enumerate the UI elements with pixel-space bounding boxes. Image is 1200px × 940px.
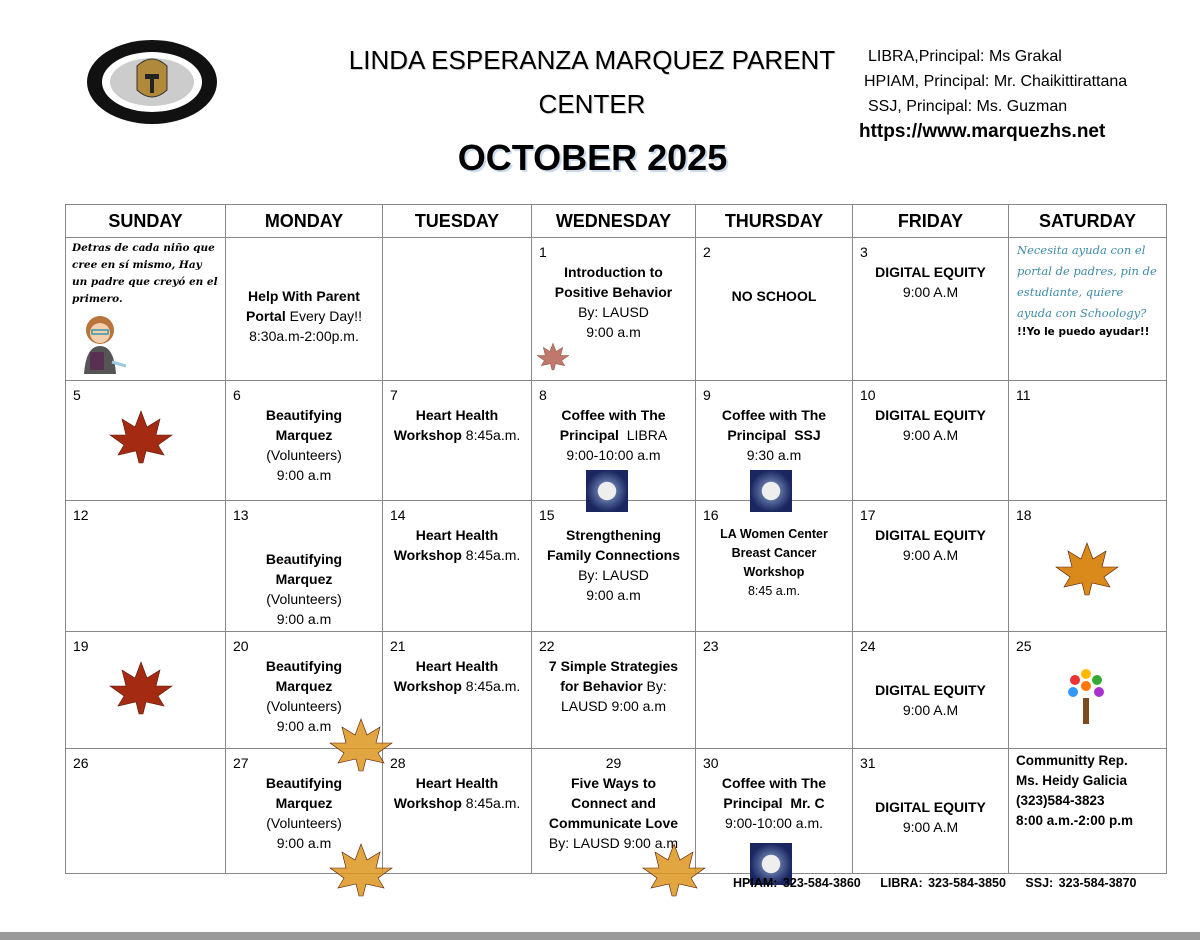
event-line <box>536 676 691 696</box>
day-number: 1 <box>539 244 547 260</box>
event-text-segment: 9:00 A.M <box>902 284 959 300</box>
event-text-segment: Workshop <box>743 565 805 579</box>
event-line <box>230 656 378 676</box>
event-text <box>696 749 852 833</box>
event-line <box>536 525 691 545</box>
event-text <box>383 238 531 262</box>
event-text-segment: Marquez <box>275 571 333 587</box>
day-cell[interactable] <box>853 632 1009 749</box>
event-text-segment: 8:45a.m. <box>461 427 521 443</box>
event-text-segment: Detras de cada niño que cree en sí mismo, Hay un padre que creyó en el primero. <box>72 242 222 305</box>
event-text <box>696 501 852 601</box>
event-text-segment: 8:45a.m. <box>461 547 521 563</box>
event-line <box>700 773 848 793</box>
event-text-segment: (Volunteers) <box>266 815 342 831</box>
day-cell[interactable] <box>66 632 226 749</box>
event-line <box>72 240 222 308</box>
event-text-segment: 9:00-10:00 a.m <box>566 447 661 463</box>
event-text-segment: Every Day!! <box>285 308 362 324</box>
event-text-segment: Beautifying <box>265 658 343 674</box>
event-text-segment: 8:00 a.m.-2:00 p.m <box>1016 813 1134 828</box>
event-text-segment: Coffee with The <box>561 407 666 423</box>
event-text-segment: Ms. Heidy Galicia <box>1016 773 1128 788</box>
event-text-segment: (323)584-3823 <box>1016 793 1105 808</box>
event-line <box>230 569 378 589</box>
event-line <box>857 545 1004 565</box>
event-text-segment: 9:00 A.M <box>902 702 959 718</box>
day-cell[interactable] <box>532 749 696 874</box>
weekday-saturday: SATURDAY <box>1009 205 1167 238</box>
event-line <box>857 797 1004 817</box>
event-line <box>1017 240 1161 324</box>
page-title <box>312 38 872 126</box>
event-text-segment: Workshop <box>393 547 462 563</box>
event-text-segment: Workshop <box>393 795 462 811</box>
event-line <box>857 700 1004 720</box>
event-text-segment: Coffee with The <box>721 775 827 791</box>
weekday-thursday: THURSDAY <box>696 205 853 238</box>
weekday-monday: MONDAY <box>226 205 383 238</box>
day-cell[interactable] <box>853 749 1009 874</box>
event-text <box>532 238 695 342</box>
day-cell[interactable] <box>853 381 1009 501</box>
month-title: OCTOBER 2025 <box>457 137 728 178</box>
day-cell[interactable] <box>532 632 696 749</box>
event-line <box>536 696 691 716</box>
event-text <box>1009 381 1166 405</box>
event-line <box>230 813 378 833</box>
day-number: 10 <box>860 387 876 403</box>
day-number: 30 <box>703 755 719 771</box>
event-text <box>532 632 695 716</box>
day-cell[interactable] <box>226 381 383 501</box>
day-cell[interactable] <box>696 501 853 632</box>
week-row <box>66 632 1167 749</box>
event-line <box>230 405 378 425</box>
calendar-grid <box>65 204 1167 874</box>
event-line <box>387 773 527 793</box>
event-text-segment: Beautifying <box>265 551 343 567</box>
day-cell[interactable] <box>696 632 853 749</box>
event-line <box>700 425 848 445</box>
event-text <box>696 632 852 656</box>
day-number: 18 <box>1016 507 1032 523</box>
day-number: 6 <box>233 387 241 403</box>
event-text <box>1009 501 1166 525</box>
event-text <box>696 238 852 306</box>
event-line <box>387 405 527 425</box>
event-text-segment: By: LAUSD <box>578 567 649 583</box>
day-number: 25 <box>1016 638 1032 654</box>
weekday-header-row <box>66 205 1167 238</box>
day-number: 24 <box>860 638 876 654</box>
orange-maple-leaf-icon <box>1054 541 1120 602</box>
event-text-segment: Family Connections <box>546 547 681 563</box>
event-text <box>226 381 382 485</box>
event-line <box>230 676 378 696</box>
day-number: 7 <box>390 387 398 403</box>
event-text-segment: Breast Cancer <box>731 546 817 560</box>
event-line <box>230 793 378 813</box>
week-row <box>66 238 1167 381</box>
day-number: 9 <box>703 387 711 403</box>
event-text-segment: Help With Parent <box>248 288 360 304</box>
page-bottom-edge <box>0 932 1200 940</box>
day-cell[interactable] <box>1009 238 1167 381</box>
event-line <box>700 525 848 544</box>
event-line <box>387 425 527 445</box>
weekday-tuesday: TUESDAY <box>383 205 532 238</box>
event-text <box>1009 238 1166 342</box>
day-cell[interactable] <box>532 381 696 501</box>
event-line <box>700 793 848 813</box>
event-text-segment: 8:30a.m-2:00p.m. <box>249 328 359 344</box>
day-number: 23 <box>703 638 719 654</box>
event-line <box>536 793 691 813</box>
event-text-segment: Principal <box>559 427 619 443</box>
event-line <box>700 445 848 465</box>
event-text-segment: DIGITAL EQUITY <box>875 682 986 698</box>
event-text-segment: Beautifying <box>265 407 343 423</box>
event-text <box>1009 632 1166 656</box>
event-line <box>700 286 848 306</box>
event-text-segment: DIGITAL EQUITY <box>875 527 986 543</box>
event-line <box>230 549 378 569</box>
event-text-segment: 9:30 a.m <box>746 447 802 463</box>
event-line <box>857 282 1004 302</box>
event-line <box>230 306 378 326</box>
event-text <box>226 501 382 629</box>
event-text-segment: Beautifying <box>265 775 343 791</box>
event-line <box>230 696 378 716</box>
day-cell[interactable] <box>66 381 226 501</box>
event-line <box>230 609 378 629</box>
event-text-segment: Heart Health <box>415 658 499 674</box>
event-line <box>536 262 691 282</box>
day-number: 19 <box>73 638 89 654</box>
event-line <box>387 676 527 696</box>
day-number: 13 <box>233 507 249 523</box>
event-text <box>853 632 1008 720</box>
event-text <box>532 381 695 465</box>
event-text-segment: Principal SSJ <box>727 427 821 443</box>
day-cell[interactable] <box>383 632 532 749</box>
phone-hpiam: HPIAM: 323-584-3860 <box>733 876 861 890</box>
event-line <box>387 545 527 565</box>
event-text-segment: Five Ways to <box>570 775 657 791</box>
teacher-clipart <box>78 312 128 379</box>
event-line <box>536 565 691 585</box>
day-cell[interactable] <box>1009 632 1167 749</box>
day-number: 31 <box>860 755 876 771</box>
event-text <box>66 632 225 656</box>
event-text-segment: Principal Mr. C <box>723 795 825 811</box>
event-text-segment: for Behavior <box>560 678 643 694</box>
event-text-segment: DIGITAL EQUITY <box>875 407 986 423</box>
day-number: 5 <box>73 387 81 403</box>
day-cell[interactable] <box>66 238 226 381</box>
event-line <box>536 405 691 425</box>
event-text-segment: (Volunteers) <box>266 591 342 607</box>
event-text-segment: 8:45a.m. <box>461 795 521 811</box>
event-line <box>536 753 691 773</box>
event-text-segment: 9:00-10:00 a.m. <box>724 815 824 831</box>
event-text <box>383 501 531 565</box>
event-line <box>857 262 1004 282</box>
event-line <box>857 405 1004 425</box>
event-text <box>532 749 695 853</box>
day-number: 28 <box>390 755 406 771</box>
event-text-segment: 29 <box>605 755 622 771</box>
day-cell[interactable] <box>66 749 226 874</box>
day-number: 8 <box>539 387 547 403</box>
event-text-segment: Strengthening <box>566 527 661 543</box>
event-text <box>532 501 695 605</box>
event-text-segment: Marquez <box>275 678 333 694</box>
event-text-segment: 7 Simple Strategies <box>548 658 679 674</box>
phone-footer <box>733 876 1151 890</box>
principal-info <box>859 44 1128 144</box>
event-line <box>536 545 691 565</box>
event-line <box>700 563 848 582</box>
event-line <box>536 282 691 302</box>
event-text-segment: Coffee with The <box>721 407 827 423</box>
event-line <box>387 656 527 676</box>
event-text-segment: Connect and <box>571 795 656 811</box>
day-number: 27 <box>233 755 249 771</box>
event-line <box>536 302 691 322</box>
event-line <box>700 544 848 563</box>
event-line <box>536 813 691 833</box>
event-text-segment: 8:45 a.m. <box>747 584 801 598</box>
principal-libra: LIBRA,Principal: Ms Grakal <box>868 48 1062 65</box>
event-text <box>853 238 1008 302</box>
day-cell[interactable] <box>1009 749 1167 874</box>
day-cell[interactable] <box>1009 381 1167 501</box>
event-line <box>230 425 378 445</box>
event-text-segment: 8:45a.m. <box>461 678 521 694</box>
event-text-segment: LAUSD 9:00 a.m <box>560 698 667 714</box>
event-text-segment: Marquez <box>275 795 333 811</box>
event-text-segment: (Volunteers) <box>266 698 342 714</box>
event-text <box>853 749 1008 837</box>
event-text-segment: Necesita ayuda con el portal de padres, pin de estudiante, quiere ayuda con Schoology? <box>1017 243 1161 320</box>
event-line <box>1016 791 1159 811</box>
event-text-segment: Positive Behavior <box>554 284 673 300</box>
event-text-segment: LIBRA <box>618 427 668 443</box>
event-text-segment: 9:00 a.m <box>276 611 332 627</box>
week-row <box>66 749 1167 874</box>
day-cell[interactable] <box>696 238 853 381</box>
event-line <box>230 465 378 485</box>
day-cell[interactable] <box>853 501 1009 632</box>
phone-ssj: SSJ: 323-584-3870 <box>1025 876 1137 890</box>
event-line <box>857 817 1004 837</box>
red-maple-leaf-icon <box>108 660 174 721</box>
day-number: 20 <box>233 638 249 654</box>
event-line <box>230 589 378 609</box>
day-number: 16 <box>703 507 719 523</box>
principal-ssj: SSJ, Principal: Ms. Guzman <box>868 98 1068 115</box>
event-line <box>536 585 691 605</box>
event-text <box>226 238 382 346</box>
day-cell[interactable] <box>532 238 696 381</box>
event-text <box>66 381 225 405</box>
event-text-segment: Communitty Rep. <box>1016 753 1128 768</box>
orange-maple-leaf-icon <box>328 842 394 903</box>
day-number: 15 <box>539 507 555 523</box>
day-number: 2 <box>703 244 711 260</box>
event-text-segment: Portal <box>246 308 286 324</box>
day-number: 12 <box>73 507 89 523</box>
event-line <box>387 793 527 813</box>
day-cell[interactable] <box>853 238 1009 381</box>
day-cell[interactable] <box>226 632 383 749</box>
weekday-sunday: SUNDAY <box>66 205 226 238</box>
event-text <box>66 501 225 525</box>
event-text-segment: By: <box>642 678 667 694</box>
event-text-segment: Heart Health <box>415 527 499 543</box>
event-text-segment: (Volunteers) <box>266 447 342 463</box>
event-text-segment: 9:00 a.m <box>276 467 332 483</box>
principal-hpiam: HPIAM, Principal: Mr. Chaikittirattana <box>864 73 1128 90</box>
day-cell[interactable] <box>696 381 853 501</box>
day-number: 26 <box>73 755 89 771</box>
event-line <box>536 773 691 793</box>
red-maple-leaf-icon <box>536 342 570 376</box>
event-line <box>1016 771 1159 791</box>
event-text-segment: By: LAUSD 9:00 a.m <box>548 835 679 851</box>
hand-tree-icon <box>1061 666 1111 731</box>
event-text <box>383 632 531 696</box>
event-line <box>857 525 1004 545</box>
school-logo <box>85 38 219 126</box>
event-text <box>66 238 225 310</box>
event-text-segment: 9:00 a.m <box>586 587 641 603</box>
event-text-segment: 9:00 A.M <box>902 819 959 835</box>
day-cell[interactable] <box>226 501 383 632</box>
event-line <box>700 405 848 425</box>
event-text-segment: Introduction to <box>564 264 663 280</box>
event-line <box>536 445 691 465</box>
phone-libra: LIBRA: 323-584-3850 <box>880 876 1006 890</box>
day-cell[interactable] <box>226 238 383 381</box>
event-text-segment: Heart Health <box>415 407 499 423</box>
day-cell[interactable] <box>383 381 532 501</box>
event-text-segment: 9:00 A.M <box>902 547 959 563</box>
weekday-friday: FRIDAY <box>853 205 1009 238</box>
day-number: 11 <box>1016 387 1031 403</box>
event-line <box>857 680 1004 700</box>
day-number: 22 <box>539 638 555 654</box>
event-text-segment: DIGITAL EQUITY <box>875 799 986 815</box>
event-text-segment: By: LAUSD <box>578 304 649 320</box>
event-text-segment: 9:00 A.M <box>902 427 959 443</box>
event-text <box>66 749 225 773</box>
day-cell[interactable] <box>383 749 532 874</box>
event-text-segment: NO SCHOOL <box>731 288 817 304</box>
title-line-2: CENTER <box>538 89 646 119</box>
event-line <box>1016 811 1159 831</box>
event-text <box>383 749 531 813</box>
event-text-segment: Workshop <box>393 427 462 443</box>
event-text <box>1009 749 1166 833</box>
day-number: 14 <box>390 507 406 523</box>
event-line <box>1016 751 1159 771</box>
event-text-segment: 9:00 a.m <box>276 835 332 851</box>
event-text-segment: Communicate Love <box>548 815 679 831</box>
event-text <box>853 381 1008 445</box>
event-line <box>700 813 848 833</box>
day-number: 21 <box>390 638 406 654</box>
help-offer: !!Yo le puedo ayudar!! <box>1017 326 1150 338</box>
day-cell[interactable] <box>532 501 696 632</box>
day-cell[interactable] <box>383 501 532 632</box>
day-number: 3 <box>860 244 868 260</box>
day-cell[interactable] <box>696 749 853 874</box>
event-text <box>696 381 852 465</box>
event-line <box>536 322 691 342</box>
title-line-1: LINDA ESPERANZA MARQUEZ PARENT <box>348 45 836 75</box>
day-cell[interactable] <box>66 501 226 632</box>
school-website-link[interactable]: https://www.marquezhs.net <box>859 121 1106 142</box>
event-text-segment: DIGITAL EQUITY <box>875 264 986 280</box>
event-line <box>857 425 1004 445</box>
day-cell[interactable] <box>383 238 532 381</box>
event-line <box>700 582 848 601</box>
event-line <box>536 656 691 676</box>
event-text-segment: LA Women Center <box>720 527 828 541</box>
week-row <box>66 381 1167 501</box>
event-text-segment: Heart Health <box>415 775 499 791</box>
event-text-segment: Marquez <box>275 427 333 443</box>
orange-maple-leaf-icon <box>328 717 394 778</box>
day-number: 17 <box>860 507 876 523</box>
event-line <box>230 445 378 465</box>
event-line <box>230 286 378 306</box>
event-line <box>536 425 691 445</box>
event-text <box>853 501 1008 565</box>
week-row <box>66 501 1167 632</box>
event-text <box>383 381 531 445</box>
event-line <box>387 525 527 545</box>
event-text-segment: Workshop <box>393 678 462 694</box>
red-maple-leaf-icon <box>108 409 174 470</box>
event-text-segment: 9:00 a.m <box>276 718 332 734</box>
weekday-wednesday: WEDNESDAY <box>532 205 696 238</box>
event-text-segment: 9:00 a.m <box>586 324 641 340</box>
event-line <box>230 326 378 346</box>
day-cell[interactable] <box>1009 501 1167 632</box>
orange-maple-leaf-icon <box>641 842 707 903</box>
